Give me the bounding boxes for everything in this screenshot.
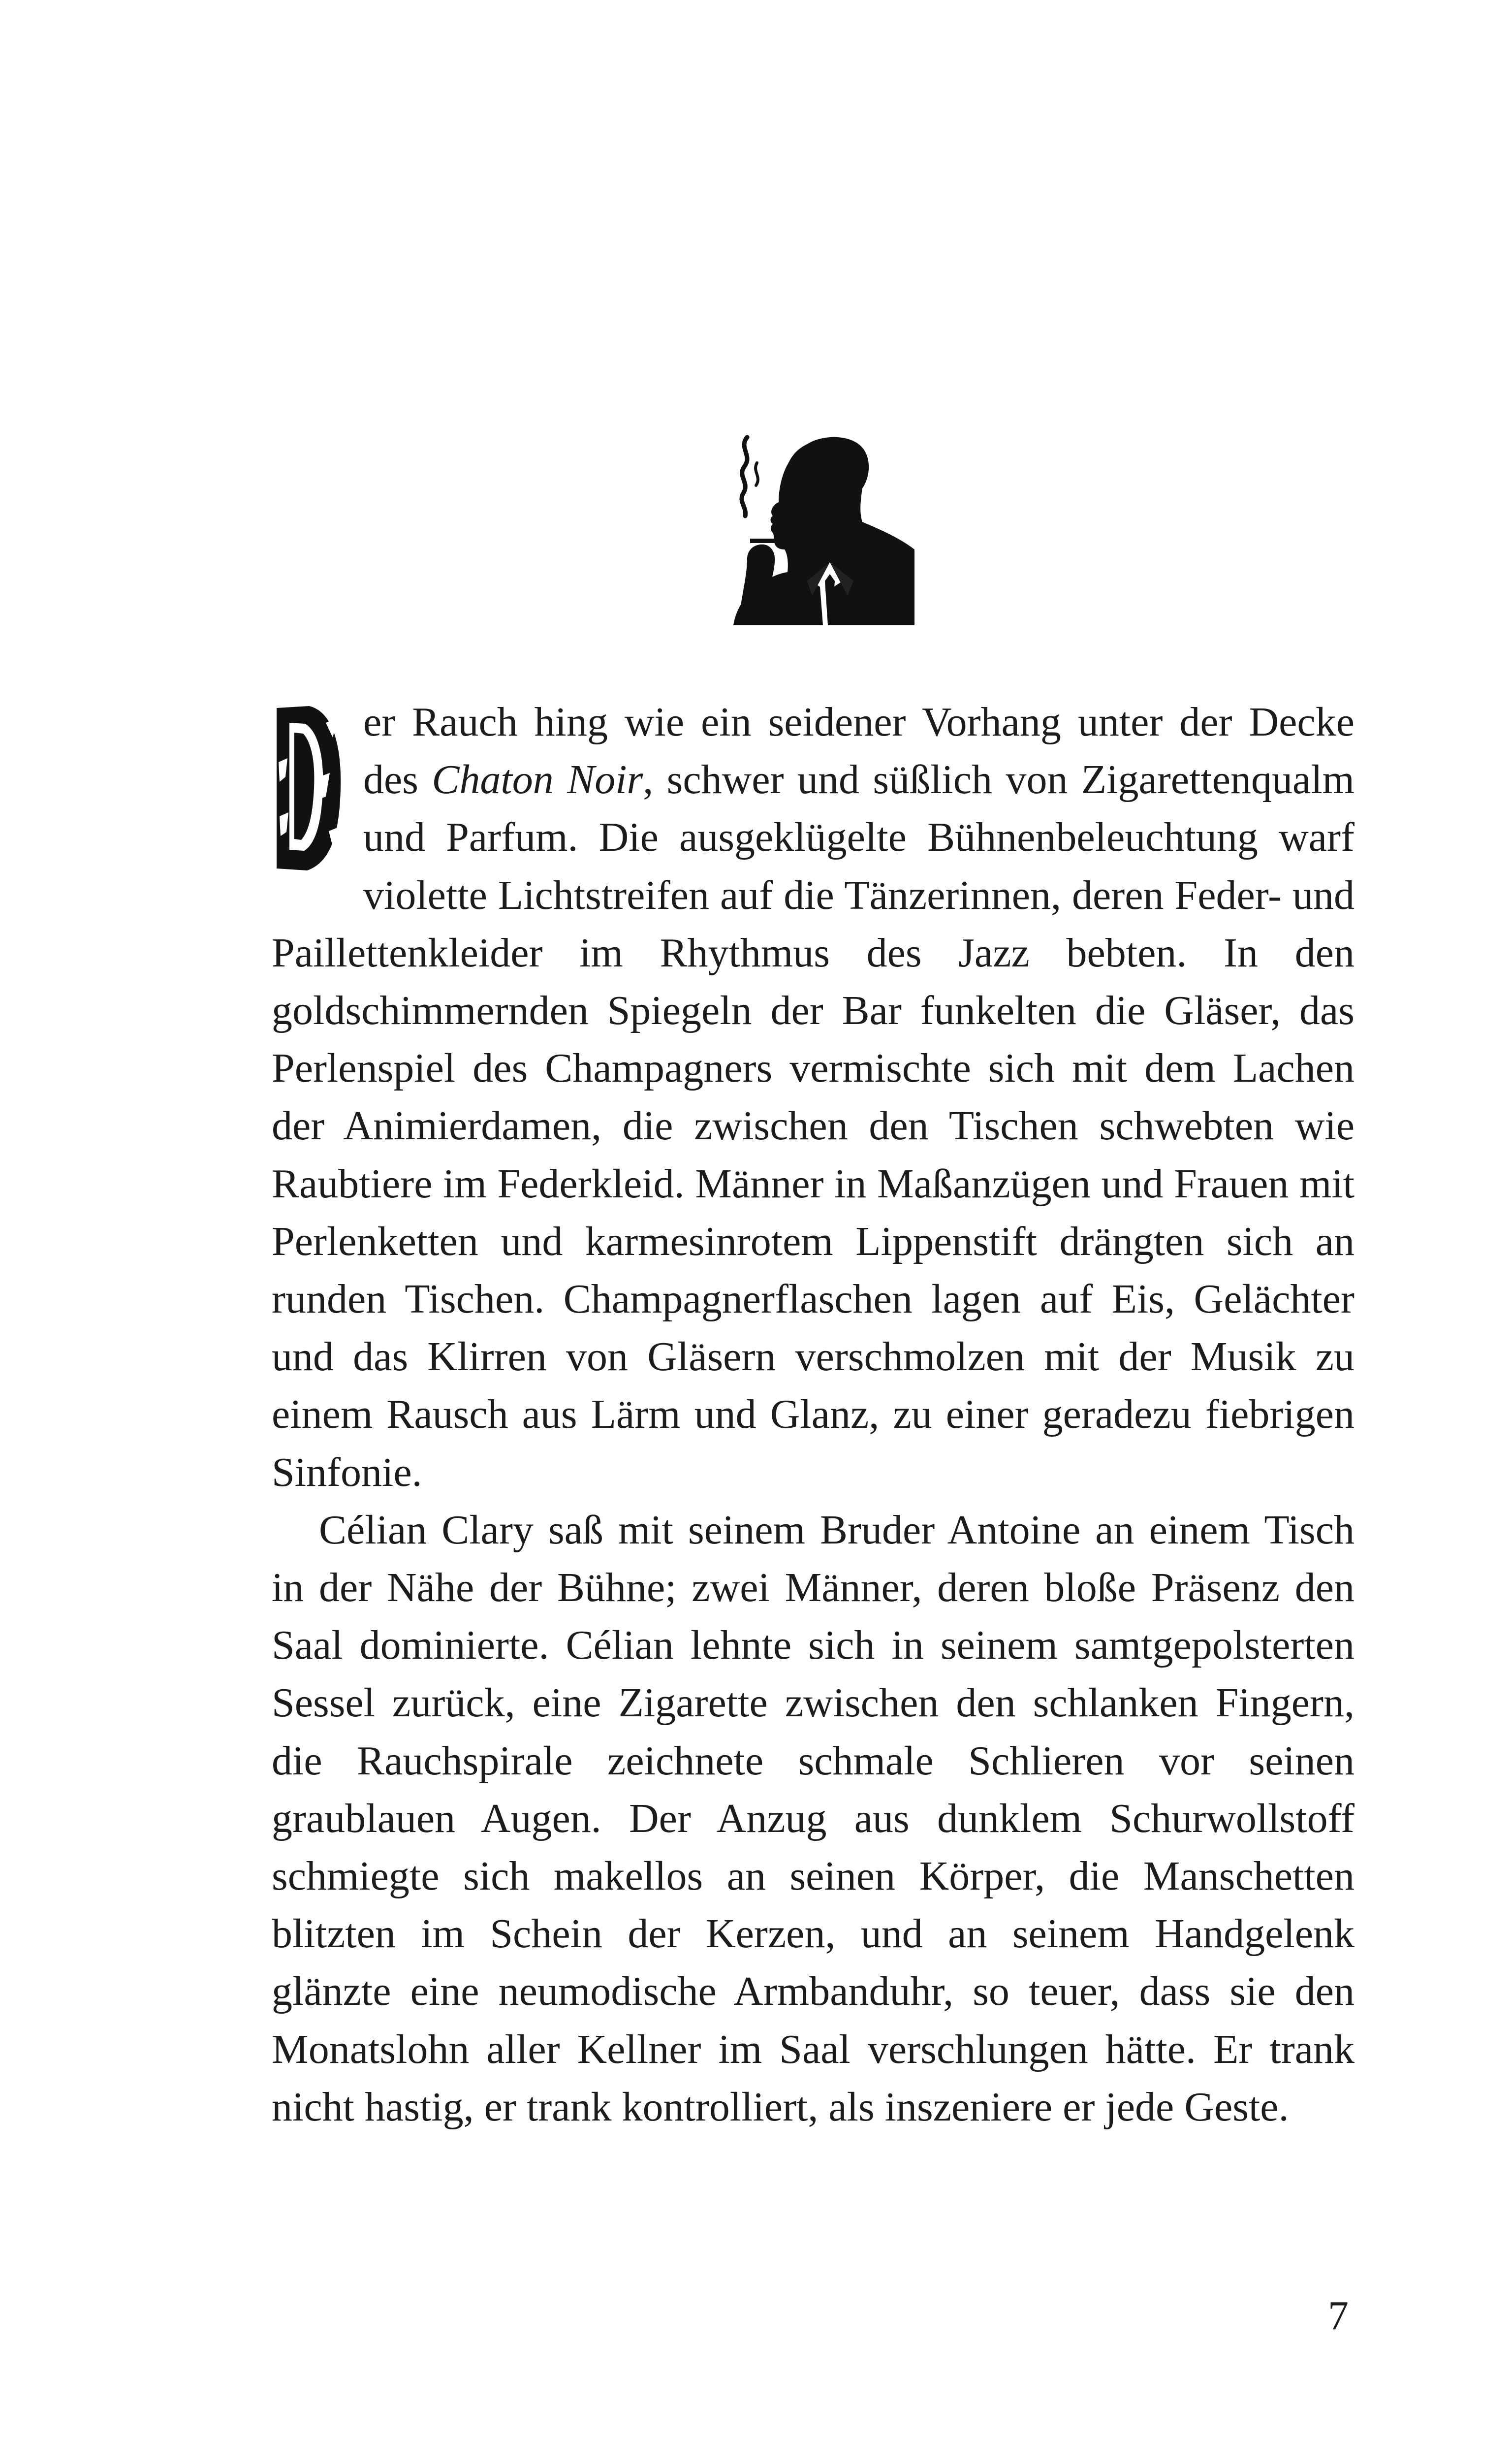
bar-name-emphasis: Chaton Noir (432, 757, 643, 803)
paragraph-1-text-end: , schwer und süßlich von Zigarettenqualm und Parfum. Die ausgeklügelte Bühnenbeleuchtung warf violette Lichtstreifen auf die Tänzerinnen, deren Feder- und Paillettenkleider im Rhythmus des Jazz bebten. In den goldschimmernden Spiegeln der Bar funkelten die Gläser, das Perlenspiel des Champagners vermischte sich mit dem Lachen der Animierdamen, die zwischen den Tischen schwebten wie Raubtiere im Federkleid. Männer in Maßanzügen und Frauen mit Perlenketten und karmesinrotem Lippenstift drängten sich an runden Tischen. Champagnerflaschen lagen auf Eis, Gelächter und das Klirren von Gläsern verschmolzen mit der Musik zu einem Rausch aus Lärm und Glanz, zu einer geradezu fiebrigen Sinfonie. (272, 757, 1354, 1495)
paragraph-1-text-start: er Rauch hing wie ein seidener Vorhang unter der Decke des (363, 699, 1354, 803)
chapter-text (272, 693, 1354, 2136)
page-number: 7 (1328, 2293, 1349, 2339)
smoking-man-silhouette-icon (733, 433, 914, 625)
paragraph-opening (272, 693, 1354, 1501)
drop-cap-ornament (275, 703, 344, 872)
paragraph-2: Célian Clary saß mit seinem Bruder Antoine an einem Tisch in der Nähe der Bühne; zwei Männer, deren bloße Präsenz den Saal dominierte. Célian lehnte sich in seinem samtgepolsterten Sessel zurück, eine Zigarette zwischen den schlanken Fingern, die Rauchspirale zeichnete schmale Schlieren vor seinen graublauen Augen. Der Anzug aus dunklem Schurwollstoff schmiegte sich makellos an seinen Körper, die Manschetten blitzten im Schein der Kerzen, und an seinem Handgelenk glänzte eine neumodische Armbanduhr, so teuer, dass sie den Monatslohn aller Kellner im Saal verschlungen hätte. Er trank nicht hastig, er trank kontrolliert, als inszeniere er jede Geste. (272, 1507, 1354, 2130)
